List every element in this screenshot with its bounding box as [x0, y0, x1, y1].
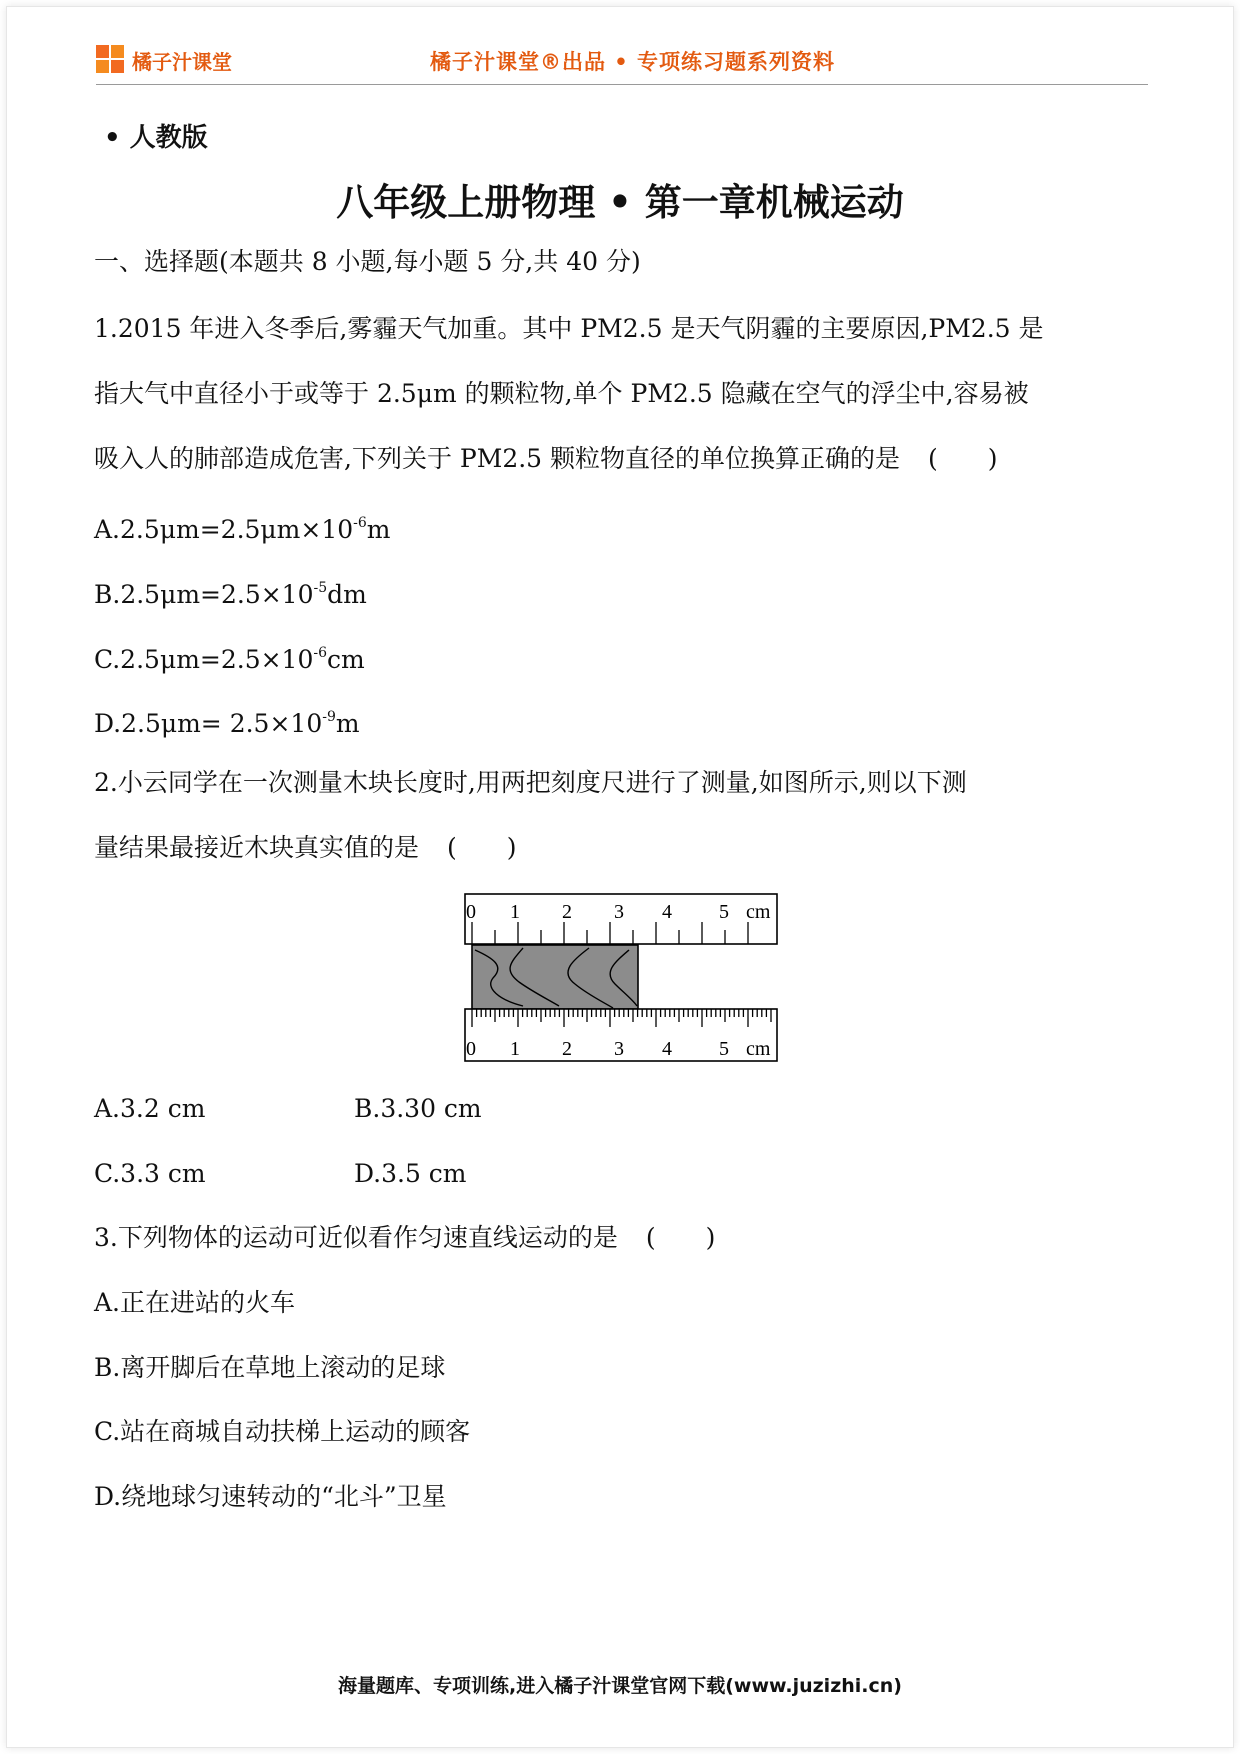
option-text: A.2.5μm=2.5μm×10 [94, 515, 354, 544]
header-title: 橘子汁课堂®出品 • 专项练习题系列资料 [430, 50, 836, 74]
bottom-label-5: 5 [719, 1038, 729, 1060]
logo-squares-icon [96, 45, 126, 75]
q2-stem-text: 量结果最接近木块真实值的是 [94, 833, 420, 862]
bottom-label-0: 0 [466, 1038, 476, 1060]
bottom-label-2: 2 [562, 1038, 572, 1060]
top-label-0: 0 [466, 901, 476, 923]
q1-stem-line-3 [94, 443, 998, 475]
bottom-label-4: 4 [662, 1038, 672, 1060]
bottom-label-3: 3 [614, 1038, 624, 1060]
page-header [96, 42, 1148, 87]
edition-label: • 人教版 [104, 123, 208, 153]
q2-option-row-2 [94, 1158, 467, 1190]
exponent: -9 [322, 709, 336, 725]
top-label-2: 2 [562, 901, 572, 923]
q1-stem-text: 吸入人的肺部造成危害,下列关于 PM2.5 颗粒物直径的单位换算正确的是 [94, 444, 901, 473]
option-unit: dm [327, 580, 367, 609]
option-unit: m [366, 515, 391, 544]
top-unit: cm [746, 901, 771, 923]
brand-logo [96, 42, 232, 78]
q3-option-d[interactable]: D.绕地球匀速转动的“北斗”卫星 [94, 1482, 447, 1511]
q1-option-a[interactable] [94, 507, 391, 546]
option-unit: cm [327, 645, 365, 674]
wood-block [472, 945, 638, 1009]
answer-bracket: ( ) [447, 833, 517, 862]
q2-stem-line-2 [94, 832, 517, 864]
option-text: C.2.5μm=2.5×10 [94, 645, 314, 674]
q2-option-c[interactable]: C.3.3 cm [94, 1159, 206, 1188]
answer-bracket: ( ) [928, 444, 998, 473]
q3-stem-line-1 [94, 1222, 715, 1254]
logo-text: 橘子汁课堂 [132, 49, 232, 74]
q2-stem-line-1: 2.小云同学在一次测量木块长度时,用两把刻度尺进行了测量,如图所示,则以下测 [94, 768, 967, 797]
q2-option-a[interactable]: A.3.2 cm [94, 1094, 206, 1123]
q3-option-c[interactable]: C.站在商城自动扶梯上运动的顾客 [94, 1417, 471, 1446]
q2-option-row-1 [94, 1093, 482, 1125]
option-unit: m [335, 709, 360, 738]
top-label-5: 5 [719, 901, 729, 923]
page-footer: 海量题库、专项训练,进入橘子汁课堂官网下载(www.juzizhi.cn) [338, 1675, 902, 1697]
q1-option-d[interactable] [94, 701, 360, 740]
q3-option-b[interactable]: B.离开脚后在草地上滚动的足球 [94, 1353, 446, 1382]
header-divider [96, 84, 1148, 85]
q3-stem-text: 3.下列物体的运动可近似看作匀速直线运动的是 [94, 1223, 618, 1252]
q1-stem-line-2: 指大气中直径小于或等于 2.5μm 的颗粒物,单个 PM2.5 隐藏在空气的浮尘中,容易被 [94, 379, 1029, 408]
q2-option-b[interactable]: B.3.30 cm [354, 1094, 482, 1123]
bottom-unit: cm [746, 1038, 771, 1060]
page-title: 八年级上册物理 • 第一章机械运动 [336, 181, 904, 224]
q2-option-d[interactable]: D.3.5 cm [354, 1159, 467, 1188]
q1-option-c[interactable] [94, 637, 365, 676]
exponent: -5 [313, 580, 328, 596]
q1-option-b[interactable] [94, 572, 367, 611]
q3-option-a[interactable]: A.正在进站的火车 [94, 1288, 296, 1317]
top-label-4: 4 [662, 901, 672, 923]
top-label-3: 3 [614, 901, 624, 923]
answer-bracket: ( ) [645, 1223, 716, 1252]
exponent: -6 [313, 645, 328, 661]
bottom-label-1: 1 [510, 1038, 520, 1060]
ruler-figure [463, 892, 781, 1064]
section-heading: 一、选择题(本题共 8 小题,每小题 5 分,共 40 分) [94, 247, 641, 276]
option-text: D.2.5μm= 2.5×10 [94, 709, 323, 738]
q1-stem-line-1: 1.2015 年进入冬季后,雾霾天气加重。其中 PM2.5 是天气阴霾的主要原因,PM2.5 是 [94, 314, 1044, 343]
option-text: B.2.5μm=2.5×10 [94, 580, 314, 609]
exponent: -6 [353, 515, 367, 531]
top-label-1: 1 [510, 901, 520, 923]
